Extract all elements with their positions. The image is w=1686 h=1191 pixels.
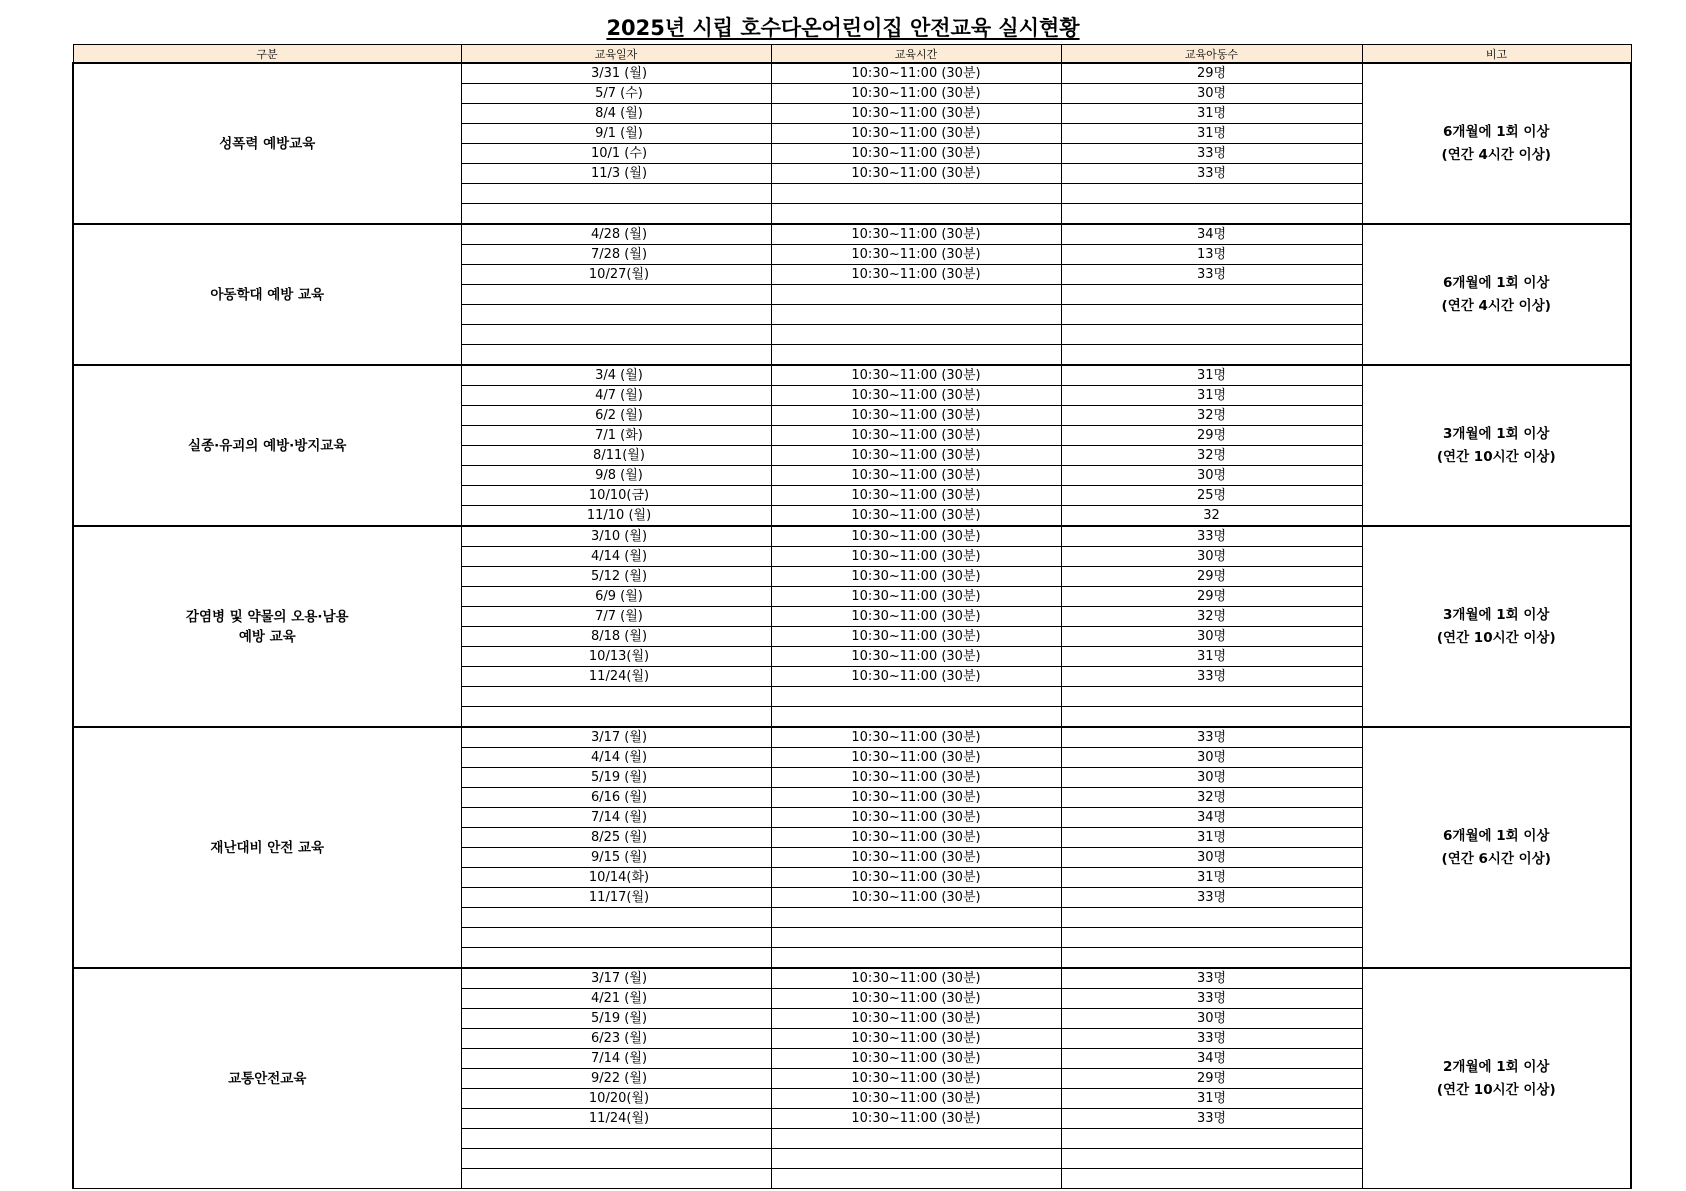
edu-time-cell: 10:30~11:00 (30분): [771, 164, 1061, 184]
edu-date-cell: 4/7 (월): [461, 386, 771, 406]
edu-time-cell: 10:30~11:00 (30분): [771, 768, 1061, 788]
edu-date-cell: 9/15 (월): [461, 848, 771, 868]
edu-time-cell: [771, 908, 1061, 928]
edu-date-cell: 8/18 (월): [461, 627, 771, 647]
edu-time-cell: 10:30~11:00 (30분): [771, 144, 1061, 164]
edu-time-cell: [771, 184, 1061, 204]
child-count-cell: 34명: [1061, 808, 1362, 828]
child-count-cell: [1061, 305, 1362, 325]
edu-date-cell: 11/24(월): [461, 1109, 771, 1129]
edu-time-cell: [771, 345, 1061, 366]
edu-date-cell: [461, 707, 771, 728]
edu-date-cell: [461, 1149, 771, 1169]
edu-time-cell: 10:30~11:00 (30분): [771, 727, 1061, 748]
edu-time-cell: 10:30~11:00 (30분): [771, 968, 1061, 989]
child-count-cell: 30명: [1061, 748, 1362, 768]
edu-date-cell: 7/7 (월): [461, 607, 771, 627]
category-cell: [73, 727, 461, 968]
child-count-cell: 31명: [1061, 104, 1362, 124]
edu-time-cell: 10:30~11:00 (30분): [771, 104, 1061, 124]
note-line: (연간 10시간 이상): [1436, 1081, 1556, 1098]
edu-time-cell: 10:30~11:00 (30분): [771, 587, 1061, 607]
child-count-cell: 31명: [1061, 1089, 1362, 1109]
edu-date-cell: 11/3 (월): [461, 164, 771, 184]
edu-time-cell: 10:30~11:00 (30분): [771, 365, 1061, 386]
child-count-cell: 30명: [1061, 466, 1362, 486]
edu-date-cell: [461, 928, 771, 948]
note-line: 6개월에 1회 이상: [1443, 827, 1550, 844]
edu-date-cell: 10/10(금): [461, 486, 771, 506]
note-cell: [1362, 63, 1631, 224]
edu-date-cell: 4/21 (월): [461, 989, 771, 1009]
child-count-cell: [1061, 285, 1362, 305]
child-count-cell: 29명: [1061, 426, 1362, 446]
edu-time-cell: 10:30~11:00 (30분): [771, 788, 1061, 808]
child-count-cell: 13명: [1061, 245, 1362, 265]
edu-date-cell: 10/20(월): [461, 1089, 771, 1109]
edu-time-cell: [771, 948, 1061, 969]
note-line: 2개월에 1회 이상: [1443, 1058, 1550, 1075]
category-cell: [73, 365, 461, 526]
child-count-cell: [1061, 204, 1362, 225]
child-count-cell: [1061, 1149, 1362, 1169]
edu-time-cell: [771, 204, 1061, 225]
child-count-cell: [1061, 928, 1362, 948]
child-count-cell: 33명: [1061, 1109, 1362, 1129]
child-count-cell: 30명: [1061, 1009, 1362, 1029]
edu-date-cell: 11/10 (월): [461, 506, 771, 527]
edu-time-cell: 10:30~11:00 (30분): [771, 1109, 1061, 1129]
table-row: [73, 365, 1631, 386]
edu-time-cell: 10:30~11:00 (30분): [771, 84, 1061, 104]
edu-date-cell: 11/24(월): [461, 667, 771, 687]
edu-time-cell: 10:30~11:00 (30분): [771, 808, 1061, 828]
edu-time-cell: 10:30~11:00 (30분): [771, 547, 1061, 567]
edu-date-cell: 5/19 (월): [461, 768, 771, 788]
child-count-cell: 33명: [1061, 1029, 1362, 1049]
edu-date-cell: [461, 687, 771, 707]
header-row: [73, 45, 1631, 64]
edu-date-cell: 10/13(월): [461, 647, 771, 667]
edu-date-cell: 6/16 (월): [461, 788, 771, 808]
category-label: 실종·유괴의 예방·방지교육: [188, 437, 347, 454]
edu-date-cell: 3/17 (월): [461, 968, 771, 989]
edu-date-cell: 3/31 (월): [461, 63, 771, 84]
table-body: [73, 63, 1631, 1189]
child-count-cell: 32명: [1061, 406, 1362, 426]
edu-date-cell: 10/1 (수): [461, 144, 771, 164]
edu-time-cell: 10:30~11:00 (30분): [771, 627, 1061, 647]
category-cell: [73, 63, 461, 224]
child-count-cell: 32명: [1061, 607, 1362, 627]
edu-date-cell: 8/4 (월): [461, 104, 771, 124]
header-date: 교육일자: [461, 45, 771, 64]
child-count-cell: 33명: [1061, 989, 1362, 1009]
edu-time-cell: [771, 305, 1061, 325]
child-count-cell: 29명: [1061, 63, 1362, 84]
child-count-cell: 30명: [1061, 84, 1362, 104]
edu-date-cell: 5/12 (월): [461, 567, 771, 587]
child-count-cell: 34명: [1061, 224, 1362, 245]
note-line: 6개월에 1회 이상: [1443, 274, 1550, 291]
edu-time-cell: 10:30~11:00 (30분): [771, 567, 1061, 587]
edu-date-cell: [461, 325, 771, 345]
edu-time-cell: 10:30~11:00 (30분): [771, 667, 1061, 687]
edu-time-cell: 10:30~11:00 (30분): [771, 748, 1061, 768]
category-label: 성폭력 예방교육: [219, 135, 316, 152]
note-line: (연간 6시간 이상): [1441, 850, 1551, 867]
edu-date-cell: 10/27(월): [461, 265, 771, 285]
edu-time-cell: 10:30~11:00 (30분): [771, 1049, 1061, 1069]
child-count-cell: 33명: [1061, 265, 1362, 285]
edu-time-cell: 10:30~11:00 (30분): [771, 828, 1061, 848]
child-count-cell: 33명: [1061, 667, 1362, 687]
note-line: 3개월에 1회 이상: [1443, 606, 1550, 623]
edu-date-cell: [461, 908, 771, 928]
category-cell: [73, 968, 461, 1189]
child-count-cell: [1061, 184, 1362, 204]
edu-time-cell: 10:30~11:00 (30분): [771, 647, 1061, 667]
category-cell: [73, 224, 461, 365]
edu-time-cell: [771, 285, 1061, 305]
edu-time-cell: [771, 1129, 1061, 1149]
edu-time-cell: 10:30~11:00 (30분): [771, 265, 1061, 285]
header-count: 교육아동수: [1061, 45, 1362, 64]
edu-date-cell: 9/22 (월): [461, 1069, 771, 1089]
edu-time-cell: 10:30~11:00 (30분): [771, 506, 1061, 527]
edu-date-cell: [461, 948, 771, 969]
edu-date-cell: [461, 1129, 771, 1149]
edu-time-cell: [771, 1169, 1061, 1189]
edu-time-cell: [771, 707, 1061, 728]
child-count-cell: 30명: [1061, 848, 1362, 868]
edu-time-cell: 10:30~11:00 (30분): [771, 63, 1061, 84]
edu-date-cell: 7/1 (화): [461, 426, 771, 446]
child-count-cell: [1061, 325, 1362, 345]
note-cell: [1362, 968, 1631, 1189]
child-count-cell: 33명: [1061, 144, 1362, 164]
child-count-cell: 33명: [1061, 526, 1362, 547]
edu-date-cell: [461, 184, 771, 204]
note-line: 3개월에 1회 이상: [1443, 425, 1550, 442]
edu-date-cell: 6/2 (월): [461, 406, 771, 426]
child-count-cell: 31명: [1061, 386, 1362, 406]
edu-time-cell: 10:30~11:00 (30분): [771, 1089, 1061, 1109]
edu-time-cell: [771, 928, 1061, 948]
header-note: 비고: [1362, 45, 1631, 64]
child-count-cell: 25명: [1061, 486, 1362, 506]
child-count-cell: 34명: [1061, 1049, 1362, 1069]
edu-date-cell: 7/14 (월): [461, 808, 771, 828]
education-table: [72, 44, 1632, 1189]
edu-date-cell: 9/1 (월): [461, 124, 771, 144]
category-label-line: 감염병 및 약물의 오용·남용: [185, 608, 349, 625]
note-line: (연간 10시간 이상): [1436, 629, 1556, 646]
child-count-cell: 33명: [1061, 968, 1362, 989]
edu-time-cell: 10:30~11:00 (30분): [771, 124, 1061, 144]
edu-date-cell: 4/28 (월): [461, 224, 771, 245]
edu-time-cell: [771, 687, 1061, 707]
table-row: [73, 224, 1631, 245]
edu-time-cell: 10:30~11:00 (30분): [771, 526, 1061, 547]
child-count-cell: [1061, 948, 1362, 969]
edu-date-cell: 3/4 (월): [461, 365, 771, 386]
edu-time-cell: 10:30~11:00 (30분): [771, 446, 1061, 466]
note-cell: [1362, 224, 1631, 365]
child-count-cell: [1061, 1169, 1362, 1189]
table-row: [73, 63, 1631, 84]
child-count-cell: 31명: [1061, 647, 1362, 667]
child-count-cell: [1061, 687, 1362, 707]
child-count-cell: 30명: [1061, 547, 1362, 567]
header-time: 교육시간: [771, 45, 1061, 64]
note-cell: [1362, 526, 1631, 727]
edu-time-cell: 10:30~11:00 (30분): [771, 1069, 1061, 1089]
child-count-cell: 30명: [1061, 768, 1362, 788]
child-count-cell: 29명: [1061, 587, 1362, 607]
note-line: (연간 4시간 이상): [1441, 146, 1551, 163]
title-text: 2025년 시립 호수다온어린이집 안전교육 실시현황: [606, 16, 1080, 40]
child-count-cell: 32명: [1061, 446, 1362, 466]
edu-date-cell: 8/11(월): [461, 446, 771, 466]
table-row: [73, 526, 1631, 547]
edu-time-cell: 10:30~11:00 (30분): [771, 466, 1061, 486]
edu-date-cell: 11/17(월): [461, 888, 771, 908]
edu-time-cell: 10:30~11:00 (30분): [771, 386, 1061, 406]
edu-date-cell: [461, 204, 771, 225]
category-cell: [73, 526, 461, 727]
child-count-cell: 32명: [1061, 788, 1362, 808]
note-cell: [1362, 365, 1631, 526]
edu-date-cell: 5/7 (수): [461, 84, 771, 104]
child-count-cell: 31명: [1061, 828, 1362, 848]
note-line: (연간 4시간 이상): [1441, 297, 1551, 314]
edu-time-cell: 10:30~11:00 (30분): [771, 888, 1061, 908]
edu-date-cell: 4/14 (월): [461, 547, 771, 567]
category-label: 재난대비 안전 교육: [210, 839, 325, 856]
edu-date-cell: 4/14 (월): [461, 748, 771, 768]
edu-date-cell: 3/17 (월): [461, 727, 771, 748]
edu-date-cell: 7/14 (월): [461, 1049, 771, 1069]
category-label-line: 예방 교육: [238, 628, 296, 645]
edu-time-cell: 10:30~11:00 (30분): [771, 406, 1061, 426]
child-count-cell: 32: [1061, 506, 1362, 527]
edu-date-cell: 3/10 (월): [461, 526, 771, 547]
child-count-cell: [1061, 908, 1362, 928]
edu-date-cell: [461, 1169, 771, 1189]
edu-time-cell: 10:30~11:00 (30분): [771, 224, 1061, 245]
edu-time-cell: 10:30~11:00 (30분): [771, 486, 1061, 506]
child-count-cell: 33명: [1061, 727, 1362, 748]
edu-date-cell: 5/19 (월): [461, 1009, 771, 1029]
child-count-cell: [1061, 345, 1362, 366]
edu-time-cell: 10:30~11:00 (30분): [771, 1029, 1061, 1049]
edu-date-cell: 9/8 (월): [461, 466, 771, 486]
table-row: [73, 968, 1631, 989]
child-count-cell: 31명: [1061, 124, 1362, 144]
note-line: (연간 10시간 이상): [1436, 448, 1556, 465]
child-count-cell: 33명: [1061, 888, 1362, 908]
edu-date-cell: 8/25 (월): [461, 828, 771, 848]
edu-time-cell: 10:30~11:00 (30분): [771, 848, 1061, 868]
note-cell: [1362, 727, 1631, 968]
edu-time-cell: 10:30~11:00 (30분): [771, 426, 1061, 446]
edu-time-cell: 10:30~11:00 (30분): [771, 989, 1061, 1009]
edu-time-cell: 10:30~11:00 (30분): [771, 868, 1061, 888]
child-count-cell: 30명: [1061, 627, 1362, 647]
edu-date-cell: [461, 345, 771, 366]
edu-time-cell: [771, 325, 1061, 345]
edu-date-cell: [461, 285, 771, 305]
edu-time-cell: 10:30~11:00 (30분): [771, 607, 1061, 627]
child-count-cell: 29명: [1061, 1069, 1362, 1089]
edu-date-cell: 10/14(화): [461, 868, 771, 888]
category-label: 아동학대 예방 교육: [210, 286, 325, 303]
edu-date-cell: 7/28 (월): [461, 245, 771, 265]
child-count-cell: 31명: [1061, 868, 1362, 888]
child-count-cell: 33명: [1061, 164, 1362, 184]
category-label: 교통안전교육: [228, 1070, 307, 1087]
page-title: [0, 12, 1686, 42]
edu-time-cell: 10:30~11:00 (30분): [771, 1009, 1061, 1029]
edu-date-cell: 6/23 (월): [461, 1029, 771, 1049]
child-count-cell: 31명: [1061, 365, 1362, 386]
child-count-cell: [1061, 1129, 1362, 1149]
child-count-cell: 29명: [1061, 567, 1362, 587]
edu-time-cell: 10:30~11:00 (30분): [771, 245, 1061, 265]
table-row: [73, 727, 1631, 748]
note-line: 6개월에 1회 이상: [1443, 123, 1550, 140]
child-count-cell: [1061, 707, 1362, 728]
header-category: 구분: [73, 45, 461, 64]
edu-time-cell: [771, 1149, 1061, 1169]
edu-date-cell: 6/9 (월): [461, 587, 771, 607]
edu-date-cell: [461, 305, 771, 325]
